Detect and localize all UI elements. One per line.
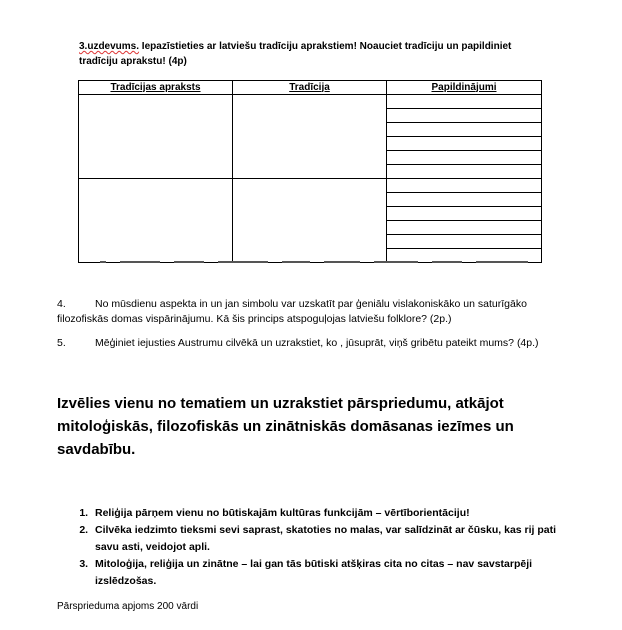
tradition-cell-2[interactable] xyxy=(233,179,387,263)
question-5-number: 5. xyxy=(57,337,66,349)
additions-line[interactable] xyxy=(387,207,542,221)
description-cell-1[interactable] xyxy=(79,95,233,179)
task-3-points: (4p) xyxy=(168,56,187,67)
essay-length-note: Pārsprieduma apjoms 200 vārdi xyxy=(57,601,199,612)
additions-line[interactable] xyxy=(387,179,542,193)
description-cell-2[interactable] xyxy=(79,179,233,263)
cropped-text-fragment xyxy=(78,261,543,264)
task-3-title xyxy=(79,39,549,69)
header-description: Tradīcijas apraksts xyxy=(79,81,233,95)
additions-line[interactable] xyxy=(387,165,542,179)
question-5-text: Mēģiniet iejusties Austrumu cilvēkā un uzrakstiet, ko , jūsuprāt, viņš gribētu pateikt mums? (4p.) xyxy=(95,337,539,349)
question-4 xyxy=(57,297,567,327)
question-4-text: No mūsdienu aspekta in un jan simbolu var uzskatīt par ģeniālu vislakoniskāko un saturīgāko filozofiskās domas vispārinājumu. Kā šis princips atspoguļojas latviešu folklore? (2p.) xyxy=(57,298,527,325)
additions-line[interactable] xyxy=(387,193,542,207)
list-item: 3. Mitoloģija, reliģija un zinātne – lai gan tās būtiski atšķiras cita no citas – nav savstarpēji izslēdzošas. xyxy=(91,556,571,590)
themes-list xyxy=(57,505,571,590)
task-3-label: 3.uzdevums. xyxy=(79,41,140,52)
additions-line[interactable] xyxy=(387,95,542,109)
header-tradition: Tradīcija xyxy=(233,81,387,95)
traditions-table xyxy=(78,80,542,263)
essay-heading: Izvēlies vienu no tematiem un uzrakstiet pārspriedumu, atkājot mitoloģiskās, filozofiskās un zinātniskās domāsanas iezīmes un savdabību. xyxy=(57,395,514,458)
header-additions: Papildinājumi xyxy=(387,81,542,95)
table-header-row xyxy=(79,81,542,95)
additions-line[interactable] xyxy=(387,123,542,137)
task-3-text: Iepazīstieties ar latviešu tradīciju aprakstiem! Noauciet tradīciju un papildiniet tradīciju aprakstu! xyxy=(79,41,512,67)
list-item: 2. Cilvēka iedzimto tieksmi sevi saprast, skatoties no malas, var salīdzināt ar čūsku, kas rij pati savu asti, veidojot apli. xyxy=(91,522,571,556)
question-5 xyxy=(57,336,567,351)
list-item: 1. Reliģija pārņem vienu no būtiskajām kultūras funkcijām – vērtīborientāciju! xyxy=(91,505,571,522)
additions-line[interactable] xyxy=(387,109,542,123)
question-4-number: 4. xyxy=(57,298,66,310)
additions-line[interactable] xyxy=(387,235,542,249)
additions-line[interactable] xyxy=(387,137,542,151)
additions-line[interactable] xyxy=(387,151,542,165)
table-row xyxy=(79,179,542,193)
tradition-cell-1[interactable] xyxy=(233,95,387,179)
table-row xyxy=(79,95,542,109)
additions-line[interactable] xyxy=(387,221,542,235)
